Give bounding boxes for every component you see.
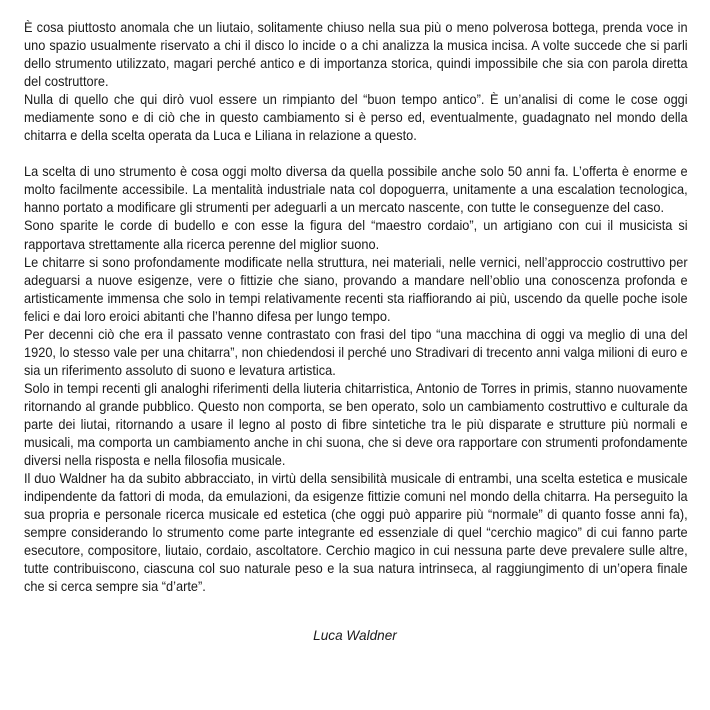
paragraph: Nulla di quello che qui dirò vuol essere un rimpianto del “buon tempo antico”. È un’analisi di come le cose oggi mediamente sono e di ciò che in questo cambiamento si è perso ed, eventualmente, guadagnato nel mondo della chitarra e della scelta operata da Luca e Liliana in relazione a questo.	[24, 92, 688, 144]
author-signature: Luca Waldner	[313, 628, 397, 643]
document-body	[24, 19, 688, 596]
paragraph: La scelta di uno strumento è cosa oggi molto diversa da quella possibile anche solo 50 anni fa. L’offerta è enorme e molto facilmente accessibile. La mentalità industriale nata col dopoguerra, unitamente a una escalation tecnologica, hanno portato a modificare gli strumenti per adeguarli a un mercato nascente, con tutte le conseguenze del caso.	[24, 164, 688, 216]
paragraph: Per decenni ciò che era il passato venne contrastato con frasi del tipo “una macchina di oggi va meglio di una del 1920, lo stesso vale per una chitarra”, non chiedendosi il perché uno Stradivari di trecento anni valga milioni di euro e sia un riferimento assoluto di suono e levatura artistica.	[24, 326, 688, 378]
paragraph: È cosa piuttosto anomala che un liutaio, solitamente chiuso nella sua più o meno polverosa bottega, prenda voce in uno spazio usualmente riservato a chi il disco lo incide o a chi analizza la musica incisa. A volte succede che si parli dello strumento utilizzato, magari perché antico e di importanza storica, quindi impossibile che sia con parola diretta del costruttore.	[24, 20, 688, 90]
paragraph: Solo in tempi recenti gli analoghi riferimenti della liuteria chitarristica, Antonio de Torres in primis, stanno nuovamente ritornando al grande pubblico. Questo non comporta, se ben operato, solo un cambiamento costruttivo e culturale da parte dei liutai, ritornando a usare il legno al posto di fibre sintetiche tra le più disparate e strutture più normali e musicali, ma comporta un cambiamento anche in chi suona, che si deve ora rapportare con strumenti profondamente diversi nella risposta e nella filosofia musicale.	[24, 380, 688, 469]
paragraph: Le chitarre si sono profondamente modificate nella struttura, nei materiali, nelle vernici, nell’approccio costruttivo per adeguarsi a nuove esigenze, vere o fittizie che siano, provando a mandare nell’oblio una conoscenza profonda e artisticamente immensa che solo in tempi relativamente recenti sta riaffiorando ai più, uscendo da quelle poche isole felici e dai loro eroici abitanti che l’hanno difesa per lungo tempo.	[24, 254, 688, 324]
paragraph-spacer	[24, 145, 688, 163]
paragraph: Sono sparite le corde di budello e con esse la figura del “maestro cordaio”, un artigiano con cui il musicista si rapportava strettamente alla ricerca perenne del miglior suono.	[24, 218, 688, 252]
paragraph: Il duo Waldner ha da subito abbracciato, in virtù della sensibilità musicale di entrambi, una scelta estetica e musicale indipendente da fattori di moda, da emulazioni, da esigenze fittizie comuni nel mondo della chitarra. Ha perseguito la sua propria e personale ricerca musicale ed estetica (che oggi può apparire più “normale” di quanto fosse anni fa), sempre considerando lo strumento come parte integrante ed essenziale di quel “cerchio magico” di cui fanno parte esecutore, compositore, liutaio, cordaio, ascoltatore. Cerchio magico in cui nessuna parte deve prevalere sulle altre, tutte contribuiscono, ciascuna col suo naturale peso e la sua natura intrinseca, al raggiungimento di un’opera finale che si cerca sempre sia “d’arte”.	[24, 471, 688, 595]
